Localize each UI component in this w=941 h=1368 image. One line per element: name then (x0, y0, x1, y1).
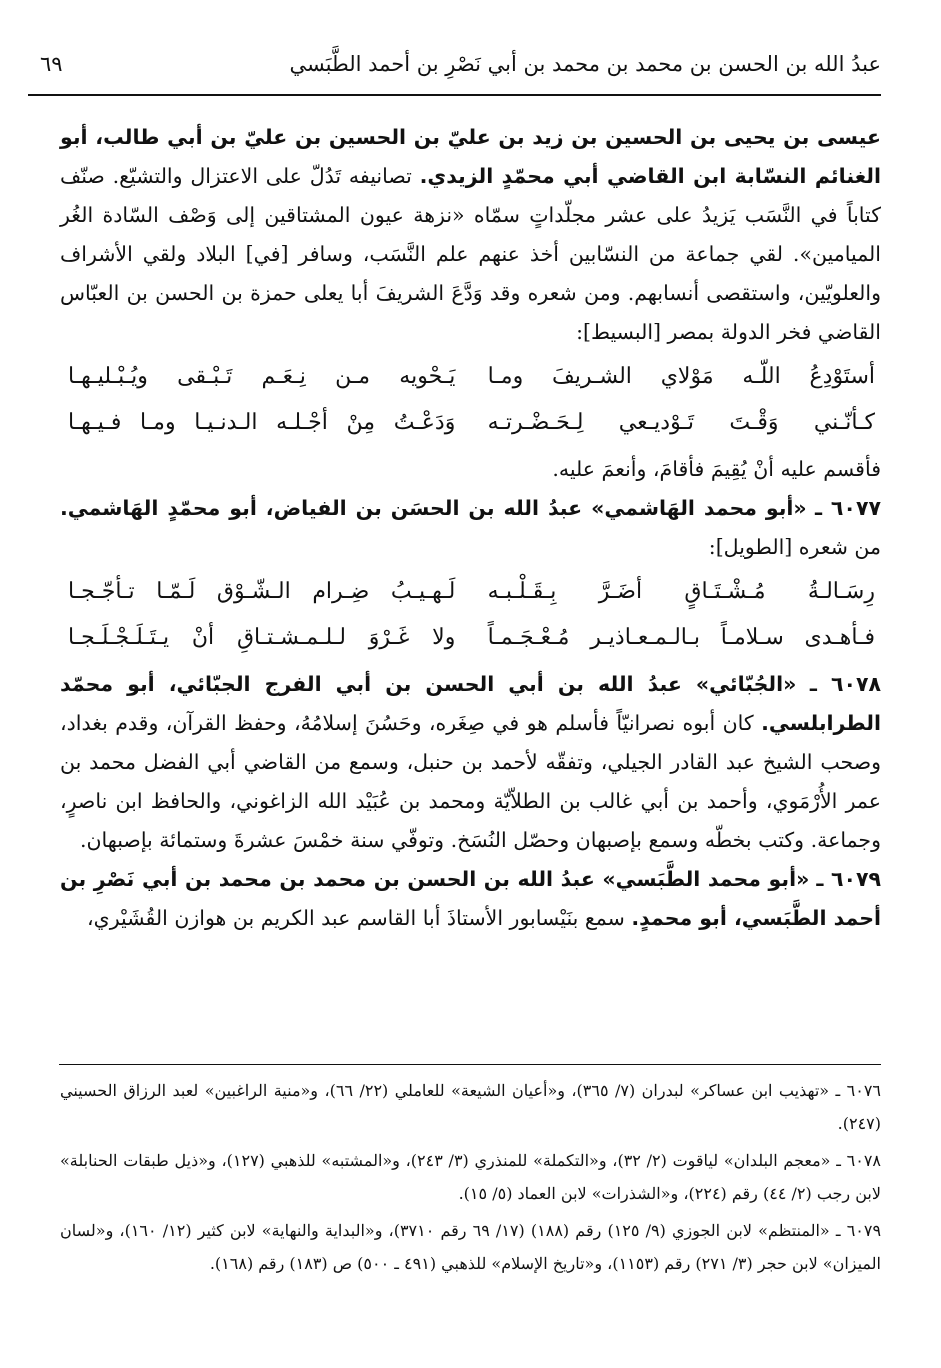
entry-number: ٦٠٧٧ ـ (814, 496, 881, 520)
verse-second-hemistich: يَـحْويه مـن نِـعَـم تَـبْـقى ويُـبْـليـهـا (68, 364, 456, 389)
entry-6079 (60, 860, 881, 938)
verse-line (60, 615, 881, 661)
entry-heading: «الجُبّائي» عبدُ الله بن أبي الحسن بن أبي الفرج الجبّائي، أبو محمّد الطرابلسي. (60, 672, 881, 735)
verse-second-hemistich: ولا غَـرْوَ لـلـمـشـتـاقِ أنْ يـتَـلَـجْـلَـجـا (68, 625, 456, 650)
verse-line (60, 569, 881, 615)
footnote-6078 (60, 1144, 881, 1210)
footnote-6076 (60, 1074, 881, 1140)
footnote-number: ٦٠٧٨ ـ (836, 1151, 882, 1170)
footnote-6079 (60, 1214, 881, 1280)
main-text (60, 118, 881, 938)
page-header (28, 44, 881, 96)
footnote-number: ٦٠٧٩ ـ (835, 1221, 882, 1240)
poem-tawil (60, 569, 881, 661)
entry-heading: «أبو محمد الهَاشمي» عبدُ الله بن الحسَن بن الفياض، أبو محمّدٍ الهَاشمي. (60, 496, 807, 520)
entry-number: ٦٠٧٩ ـ (816, 867, 881, 891)
footnote-number: ٦٠٧٦ ـ (835, 1081, 881, 1100)
entry-heading: «أبو محمد الطَّبَسي» عبدُ الله بن الحسن بن محمد بن محمد بن أبي نَصْرِ بن أحمد الطَّبَسي، أبو محمدٍ. (60, 867, 881, 930)
entry-heading: عيسى بن يحيى بن الحسين بن زيد بن عليّ بن الحسين بن عليّ بن أبي طالب، أبو الغنائم النسّابة ابن القاضي أبي محمّدٍ الزيدي. (60, 125, 881, 188)
entry-6077 (60, 489, 881, 567)
footnotes (60, 1074, 881, 1284)
entry-body: من شعره [الطويل]: (708, 535, 881, 559)
poem-basit (60, 354, 881, 446)
running-head: عبدُ الله بن الحسن بن محمد بن محمد بن أبي نَصْرِ بن أحمد الطَّبَسي (289, 52, 881, 76)
verse-line (60, 354, 881, 400)
verse-second-hemistich: لَـهـيـبُ ضِـرام الـشّـوْق لَـمّـا تـأجّـجـا (68, 579, 456, 604)
verse-second-hemistich: وَدَعْـتُ مِنْ أجْـلـه الـدنـيـا ومـا فـيـهـا (68, 410, 456, 435)
entry-6078 (60, 665, 881, 860)
verse-first-hemistich: كـأنّـني وَقْـتَ تَـوْديـعي لِـحَـضْـرتـه (487, 410, 875, 435)
verse-first-hemistich: رِسَـالـةُ مُـشْـتَـاقٍ أضَـرَّ بِـقَـلْـبـه (487, 579, 875, 604)
page-number: ٦٩ (40, 52, 63, 76)
entry-6076-closing: فأقسم عليه أنْ يُقِيمَ فأقامَ، وأنعمَ عليه. (552, 457, 881, 481)
footnote-text: «تهذيب ابن عساكر» لبدران (٧/ ٣٦٥)، و«أعيان الشيعة» للعاملي (٢٢/ ٦٦)، و«منية الراغبين» لعبد الرزاق الحسيني (٢٤٧). (60, 1081, 881, 1133)
entry-6076-continuation (60, 118, 881, 352)
footnote-text: «المنتظم» لابن الجوزي (٩/ ١٢٥) رقم (١٨٨) (١٧/ ٦٩ رقم ٣٧١٠)، و«البداية والنهاية» لابن كثير (١٢/ ١٦٠)، و«لسان الميزان» لابن حجر (٣/ ٢٧١) رقم (١١٥٣)، و«تاريخ الإسلام» للذهبي (٤٩١ ـ ٥٠٠) ص (١٨٣) رقم (١٦٨). (60, 1221, 881, 1273)
entry-number: ٦٠٧٨ ـ (809, 672, 881, 696)
verse-line (60, 400, 881, 446)
entry-body: سمع بنَيْسابور الأستاذَ أبا القاسم عبد الكريم بن هوازن القُشَيْري، (87, 906, 632, 930)
entry-body: تصانيفه تَدُلّ على الاعتزال والتشيّع. صنّف كتاباً في النَّسَب يَزيدُ على عشر مجلّداتٍ سمّاه «نزهة عيون المشتاقين إلى وَصْف السّادة الغُر الميامين». لقي جماعة من النسّابين أخذ عنهم علم النَّسَب، وسافر [في] البلاد ولقي الأشراف والعلويّين، واستقصى أنسابهم. ومن شعره وقد وَدَّعَ الشريفَ أبا يعلى حمزة بن الحسن بن العبّاس القاضي فخر الدولة بمصر [البسيط]: (60, 164, 881, 344)
verse-first-hemistich: فـأهـدى سـلامـاً بـالـمـعـاذيـر مُـعْـجَـمـاً (487, 625, 875, 650)
verse-first-hemistich: أستَوْدِعُ اللّـه مَوْلاي الشـريفَ ومـا (487, 364, 875, 389)
footnote-text: «معجم البلدان» لياقوت (٢/ ٣٢)، و«التكملة» للمنذري (٣/ ٢٤٣)، و«المشتبه» للذهبي (١٢٧)، و«ذيل طبقات الحنابلة» لابن رجب (٢/ ٤٤) رقم (٢٢٤)، و«الشذرات» لابن العماد (٥/ ١٥). (60, 1151, 881, 1203)
footnote-divider (59, 1064, 881, 1065)
entry-body: كان أبوه نصرانيّاً فأسلم هو في صِغَره، وحَسُنَ إسلامُهُ، وحفظ القرآن، وقدم بغداد، وصحب الشيخ عبد القادر الجيلي، وتفقّه لأحمد بن حنبل، وسمع من القاضي أبي الفضل محمد بن عمر الأُرْمَوي، وأحمد بن أبي غالب بن الطلاّيّة ومحمد بن عُبَيْد الله الزاغوني، والحافظ ابن ناصرٍ، وجماعة. وكتب بخطّه وسمع بإصبهان وحصّل النُسَخ. وتوفّي سنة خمْسَ عشرةَ وستمائة بإصبهان. (60, 711, 881, 852)
